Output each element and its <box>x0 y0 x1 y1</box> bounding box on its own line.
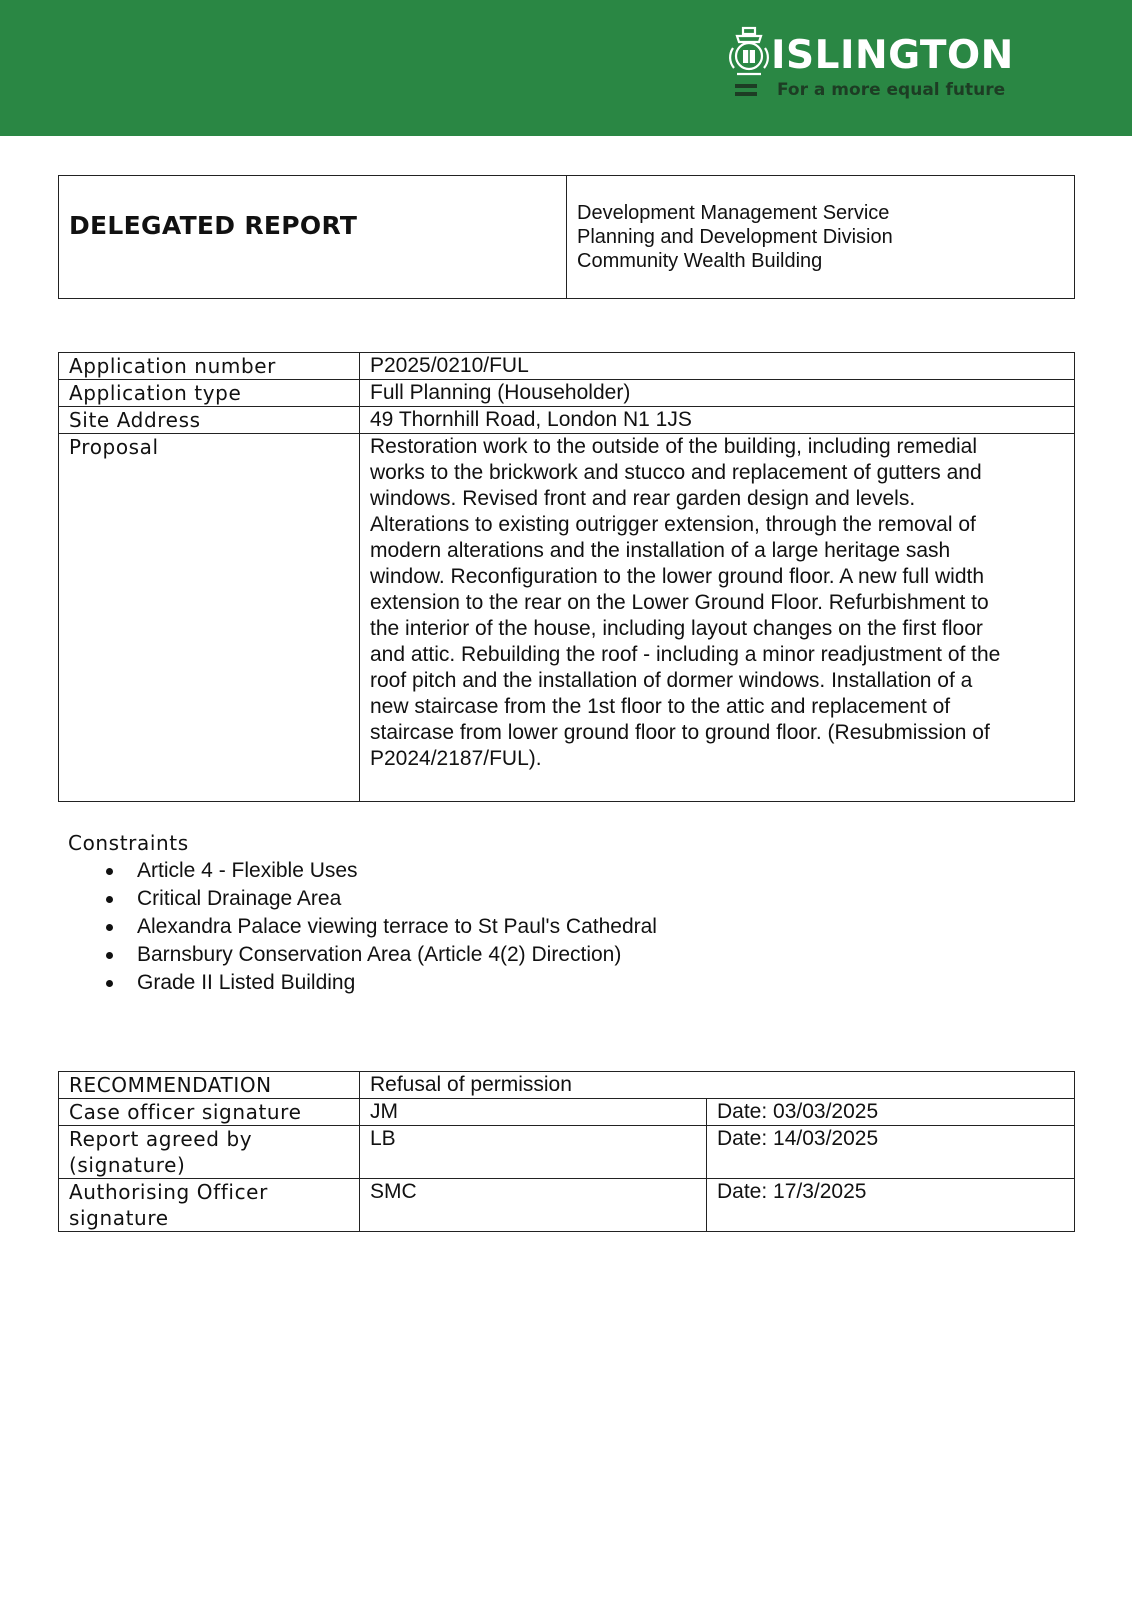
report-title: DELEGATED REPORT <box>69 210 358 240</box>
proposal-line: Restoration work to the outside of the building, including remedial <box>370 435 978 458</box>
signature-label-line: Report agreed by <box>69 1127 253 1151</box>
constraints-title: Constraints <box>68 831 189 855</box>
proposal-line: modern alterations and the installation of a large heritage sash <box>370 539 951 562</box>
signature-label-line: signature <box>69 1206 169 1230</box>
proposal-line: works to the brickwork and stucco and replacement of gutters and <box>370 461 982 484</box>
proposal-line: and attic. Rebuilding the roof - including a minor readjustment of the <box>370 643 1001 666</box>
brand-bars-icon <box>735 84 757 98</box>
case-officer-label <box>59 1099 360 1126</box>
case-officer-initials: JM <box>360 1099 707 1126</box>
recommendation-label: RECOMMENDATION <box>59 1072 360 1099</box>
proposal-line: new staircase from the 1st floor to the attic and replacement of <box>370 695 951 718</box>
authorising-officer-date: Date: 17/3/2025 <box>707 1179 1075 1232</box>
list-item: Alexandra Palace viewing terrace to St Paul's Cathedral <box>137 913 657 941</box>
authorising-officer-initials: SMC <box>360 1179 707 1232</box>
proposal-line: window. Reconfiguration to the lower ground floor. A new full width <box>370 565 985 588</box>
proposal-line: windows. Revised front and rear garden design and levels. <box>370 487 916 510</box>
proposal-line: roof pitch and the installation of dormer windows. Installation of a <box>370 669 973 692</box>
table-row <box>59 1179 1075 1232</box>
islington-crest-icon <box>727 26 771 80</box>
application-details-table <box>58 352 1075 802</box>
table-row <box>59 1099 1075 1126</box>
site-address-label: Site Address <box>59 407 360 434</box>
proposal-text <box>360 434 1075 802</box>
application-number-label: Application number <box>59 353 360 380</box>
site-address-value: 49 Thornhill Road, London N1 1JS <box>360 407 1075 434</box>
table-row <box>59 353 1075 380</box>
list-item: Critical Drainage Area <box>137 885 657 913</box>
list-item: Article 4 - Flexible Uses <box>137 857 657 885</box>
proposal-line: Alterations to existing outrigger extension, through the removal of <box>370 513 976 536</box>
table-row <box>59 1072 1075 1099</box>
signature-label-line: (signature) <box>69 1153 186 1177</box>
application-type-label: Application type <box>59 380 360 407</box>
department-line: Development Management Service <box>577 202 890 224</box>
constraints-section <box>68 829 657 997</box>
list-item: Grade II Listed Building <box>137 969 657 997</box>
table-row <box>59 380 1075 407</box>
constraints-list <box>68 857 657 997</box>
proposal-line: the interior of the house, including layout changes on the first floor <box>370 617 983 640</box>
recommendation-value: Refusal of permission <box>360 1072 1075 1099</box>
proposal-line: P2024/2187/FUL). <box>370 747 542 770</box>
table-row <box>59 1126 1075 1179</box>
brand-name: ISLINGTON <box>771 33 1014 78</box>
brand-tagline: For a more equal future <box>777 80 1006 100</box>
signature-label-line: Case officer signature <box>69 1100 302 1124</box>
header-banner <box>0 0 1132 136</box>
islington-logo <box>727 22 1027 102</box>
table-row <box>59 407 1075 434</box>
department-cell <box>567 176 1075 299</box>
report-agreed-date: Date: 14/03/2025 <box>707 1126 1075 1179</box>
proposal-line: staircase from lower ground floor to ground floor. (Resubmission of <box>370 721 990 744</box>
proposal-line: extension to the rear on the Lower Ground Floor. Refurbishment to <box>370 591 989 614</box>
report-agreed-initials: LB <box>360 1126 707 1179</box>
report-title-cell <box>59 176 567 299</box>
authorising-officer-label <box>59 1179 360 1232</box>
application-type-value: Full Planning (Householder) <box>360 380 1075 407</box>
list-item: Barnsbury Conservation Area (Article 4(2) Direction) <box>137 941 657 969</box>
department-line: Community Wealth Building <box>577 250 823 272</box>
report-agreed-label <box>59 1126 360 1179</box>
signature-label-line: Authorising Officer <box>69 1180 268 1204</box>
table-row <box>59 434 1075 802</box>
case-officer-date: Date: 03/03/2025 <box>707 1099 1075 1126</box>
application-number-value: P2025/0210/FUL <box>360 353 1075 380</box>
report-header-table <box>58 175 1075 299</box>
recommendation-table <box>58 1071 1075 1232</box>
department-line: Planning and Development Division <box>577 226 893 248</box>
proposal-label: Proposal <box>59 434 360 802</box>
